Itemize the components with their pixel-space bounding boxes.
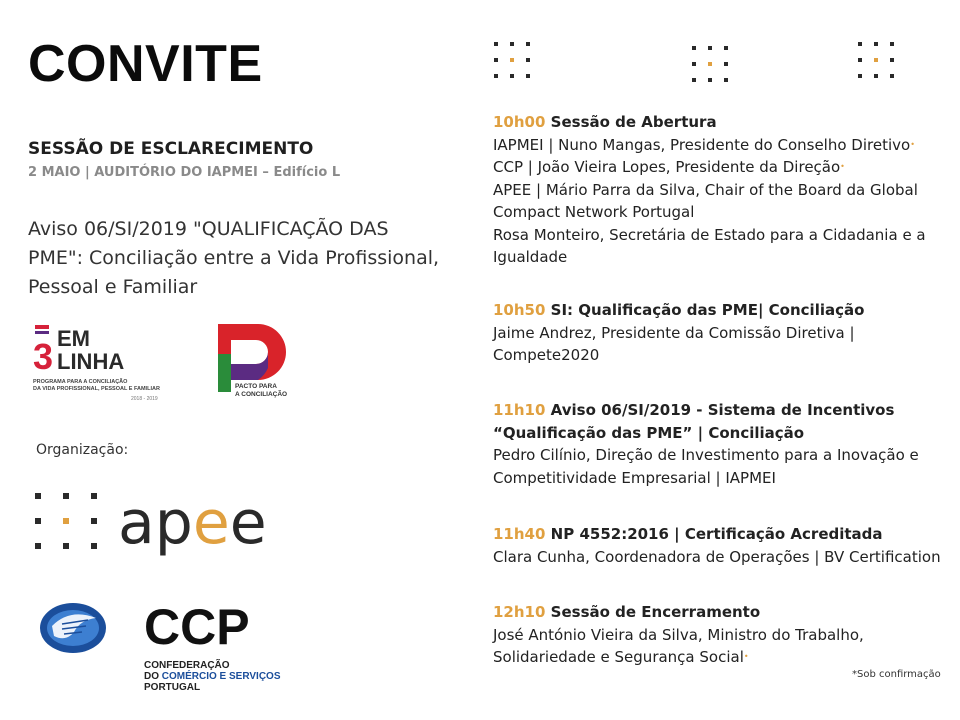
page-title: CONVITE	[28, 35, 263, 93]
agenda-heading	[493, 523, 953, 546]
agenda-line: Jaime Andrez, Presidente da Comissão Diretiva | Compete2020	[493, 323, 855, 364]
dot-grid-icon	[690, 44, 734, 86]
agenda-title: Sessão de Encerramento	[550, 603, 761, 621]
agenda-line: Pedro Cilínio, Direção de Investimento para a Inovação e Competitividade Empresarial | IAPMEI	[493, 446, 919, 487]
agenda-item	[493, 299, 953, 367]
session-subtitle: SESSÃO DE ESCLARECIMENTO	[28, 139, 314, 159]
agenda-time: 11h40	[493, 525, 546, 543]
agenda-heading	[493, 111, 953, 134]
agenda-line: IAPMEI | Nuno Mangas, Presidente do Conselho Diretivo•	[493, 135, 915, 154]
agenda-line: CCP | João Vieira Lopes, Presidente da Direção•	[493, 158, 845, 176]
dot-grid-icon	[492, 40, 536, 82]
agenda-title: SI: Qualificação das PME| Conciliação	[550, 301, 865, 319]
ccp-line3: PORTUGAL	[144, 682, 201, 693]
ccp-logo	[40, 598, 290, 696]
notice-title: Aviso 06/SI/2019 "QUALIFICAÇÃO DAS PME": Conciliação entre a Vida Profissional, Pessoal e Familiar	[28, 218, 440, 298]
em-linha-years: 2018 - 2019	[131, 396, 158, 402]
agenda-time: 10h50	[493, 301, 546, 319]
apee-graphic	[35, 488, 295, 563]
agenda-item	[493, 523, 953, 568]
agenda-line: José António Vieira da Silva, Ministro do Trabalho, Solidariedade e Segurança Social•	[493, 625, 864, 666]
apee-logo	[35, 488, 295, 563]
ccp-graphic	[40, 598, 290, 696]
agenda-title: Sessão de Abertura	[550, 113, 717, 131]
em-linha-line2: DA VIDA PROFISSIONAL, PESSOAL E FAMILIAR	[33, 386, 160, 392]
agenda-title: Aviso 06/SI/2019 - Sistema de Incentivos “Qualificação das PME” | Conciliação	[493, 401, 895, 442]
agenda-line: Rosa Monteiro, Secretária de Estado para a Cidadania e a Igualdade	[493, 225, 926, 266]
footnote: *Sob confirmação	[852, 669, 941, 680]
ccp-line1: CONFEDERAÇÃO	[144, 660, 230, 671]
em-linha-graphic	[33, 322, 173, 404]
agenda-heading	[493, 601, 953, 624]
em-linha-word: LINHA	[57, 349, 125, 374]
agenda-heading	[493, 299, 953, 322]
dot-grid-icon	[856, 40, 900, 82]
organizacao-label: Organização:	[36, 442, 129, 458]
pacto-graphic	[218, 322, 308, 398]
em-linha-number: 3	[33, 336, 54, 377]
date-location: 2 MAIO | AUDITÓRIO DO IAPMEI – Edifício L	[28, 165, 341, 180]
agenda-item	[493, 111, 953, 269]
agenda-time: 11h10	[493, 401, 546, 419]
agenda-line: APEE | Mário Parra da Silva, Chair of the Board da Global Compact Network Portugal	[493, 180, 918, 221]
apee-wordmark: apee	[118, 488, 267, 558]
agenda-time: 12h10	[493, 603, 546, 621]
em-linha-em: EM	[57, 326, 90, 351]
pacto-line1: PACTO PARA	[235, 383, 277, 390]
em-linha-logo	[33, 322, 173, 404]
ccp-line2: DO COMÉRCIO E SERVIÇOS	[144, 671, 281, 682]
agenda-item	[493, 601, 953, 669]
ccp-wordmark: CCP	[144, 599, 250, 655]
pacto-line2: A CONCILIAÇÃO	[235, 391, 288, 398]
agenda-heading	[493, 399, 953, 444]
agenda-line: Clara Cunha, Coordenadora de Operações | BV Certification	[493, 547, 941, 566]
agenda-time: 10h00	[493, 113, 546, 131]
agenda-title: NP 4552:2016 | Certificação Acreditada	[550, 525, 883, 543]
em-linha-line1: PROGRAMA PARA A CONCILIAÇÃO	[33, 379, 128, 385]
agenda-item	[493, 399, 953, 489]
pacto-conciliacao-logo	[218, 322, 308, 398]
